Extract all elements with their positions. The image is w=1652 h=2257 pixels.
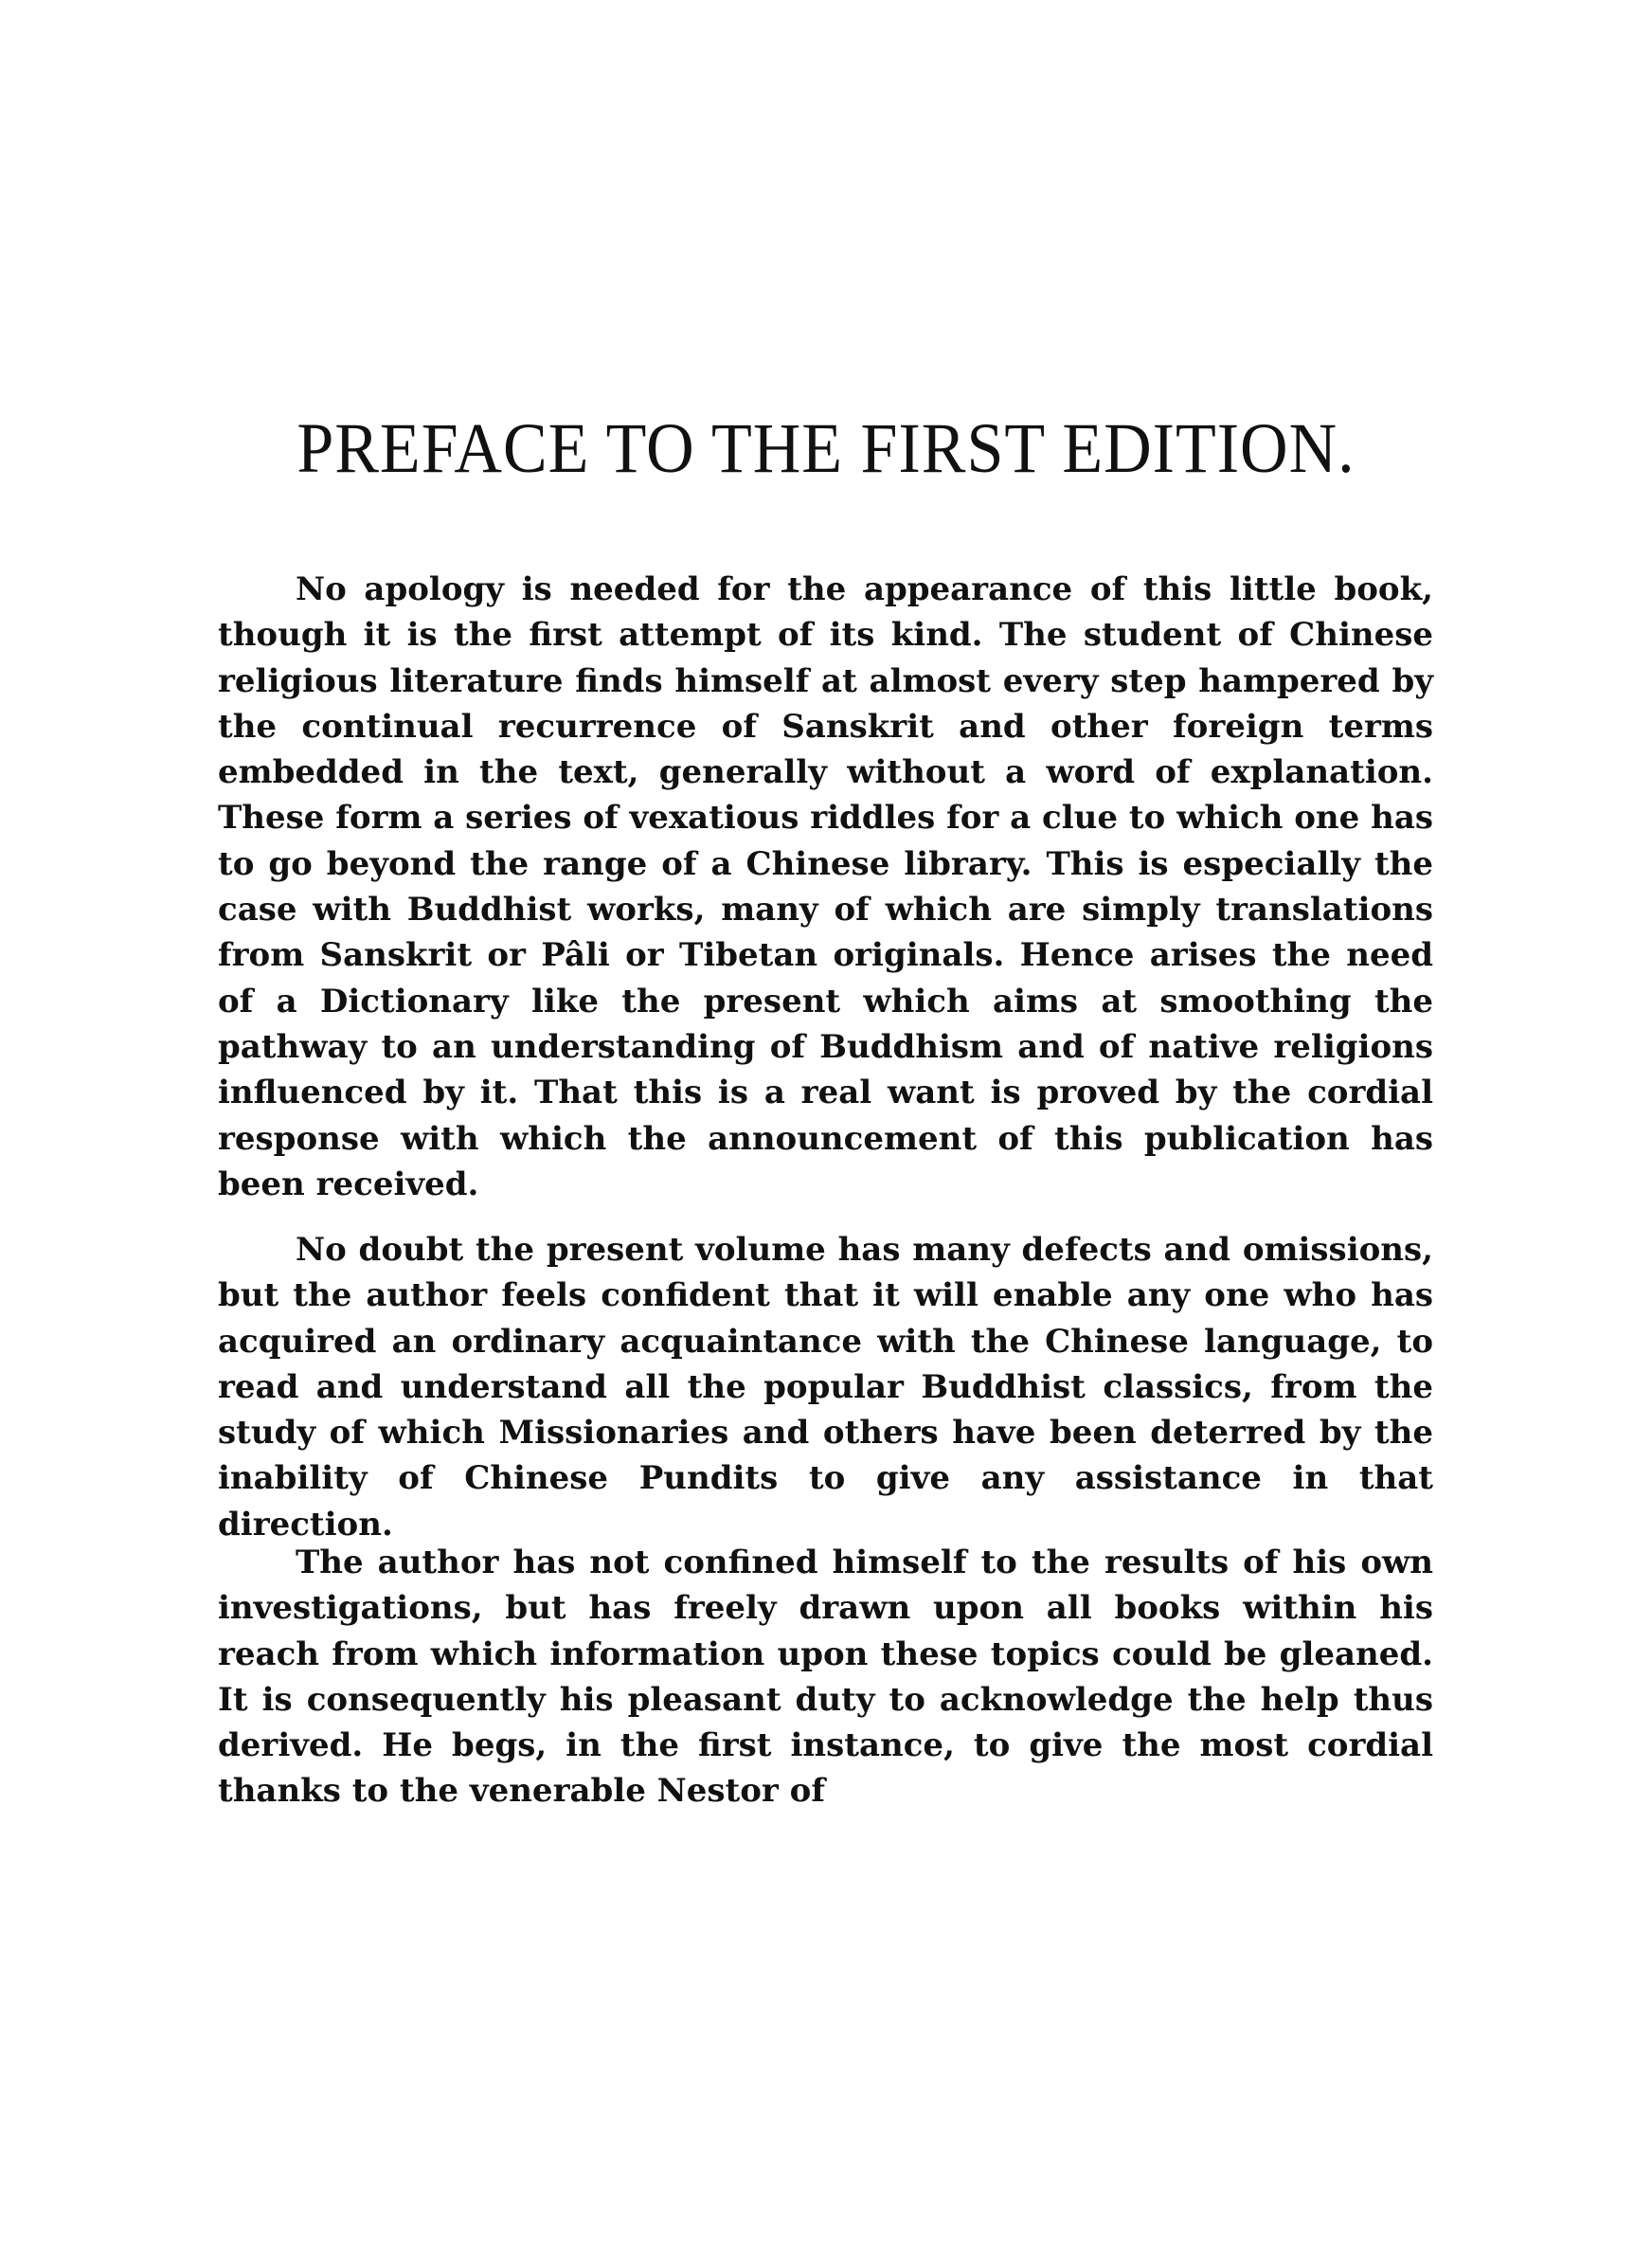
paragraph-text: No apology is needed for the appearance of this little book, though it is the first attempt of its kind. The student of Chinese religious literature finds himself at almost every step hampered by the continual recurrence of Sanskrit and other foreign terms embedded in the text, generally without a word of explanation. These form a series of vexatious riddles for a clue to which one has to go beyond the range of a Chinese library. This is especially the case with Buddhist works, many of which are simply translations from Sanskrit or Pâli or Tibetan originals. Hence arises the need of a Dictionary like the present which aims at smoothing the pathway to an understanding of Buddhism and of native religions influenced by it. That this is a real want is proved by the cordial response with which the announcement of this publication has been received. xyxy=(218,570,1433,1203)
paragraph-1 xyxy=(218,567,1433,1207)
page-title: PREFACE TO THE FIRST EDITION. xyxy=(296,408,1356,489)
paragraph-3 xyxy=(218,1540,1433,1815)
paragraph-text: No doubt the present volume has many defects and omissions, but the author feels confident that it will enable any one who has acquired an ordinary acquaintance with the Chinese language, to read and understand all the popular Buddhist classics, from the study of which Missionaries and others have been deterred by the inability of Chinese Pundits to give any assistance in that direction. xyxy=(218,1231,1433,1544)
paragraph-2 xyxy=(218,1227,1433,1547)
paragraph-text: The author has not confined himself to the results of his own investigations, but has freely drawn upon all books within his reach from which information upon these topics could be gleaned. It is consequently his pleasant duty to acknowledge the help thus derived. He begs, in the first instance, to give the most cordial thanks to the venerable Nestor of xyxy=(218,1544,1433,1811)
